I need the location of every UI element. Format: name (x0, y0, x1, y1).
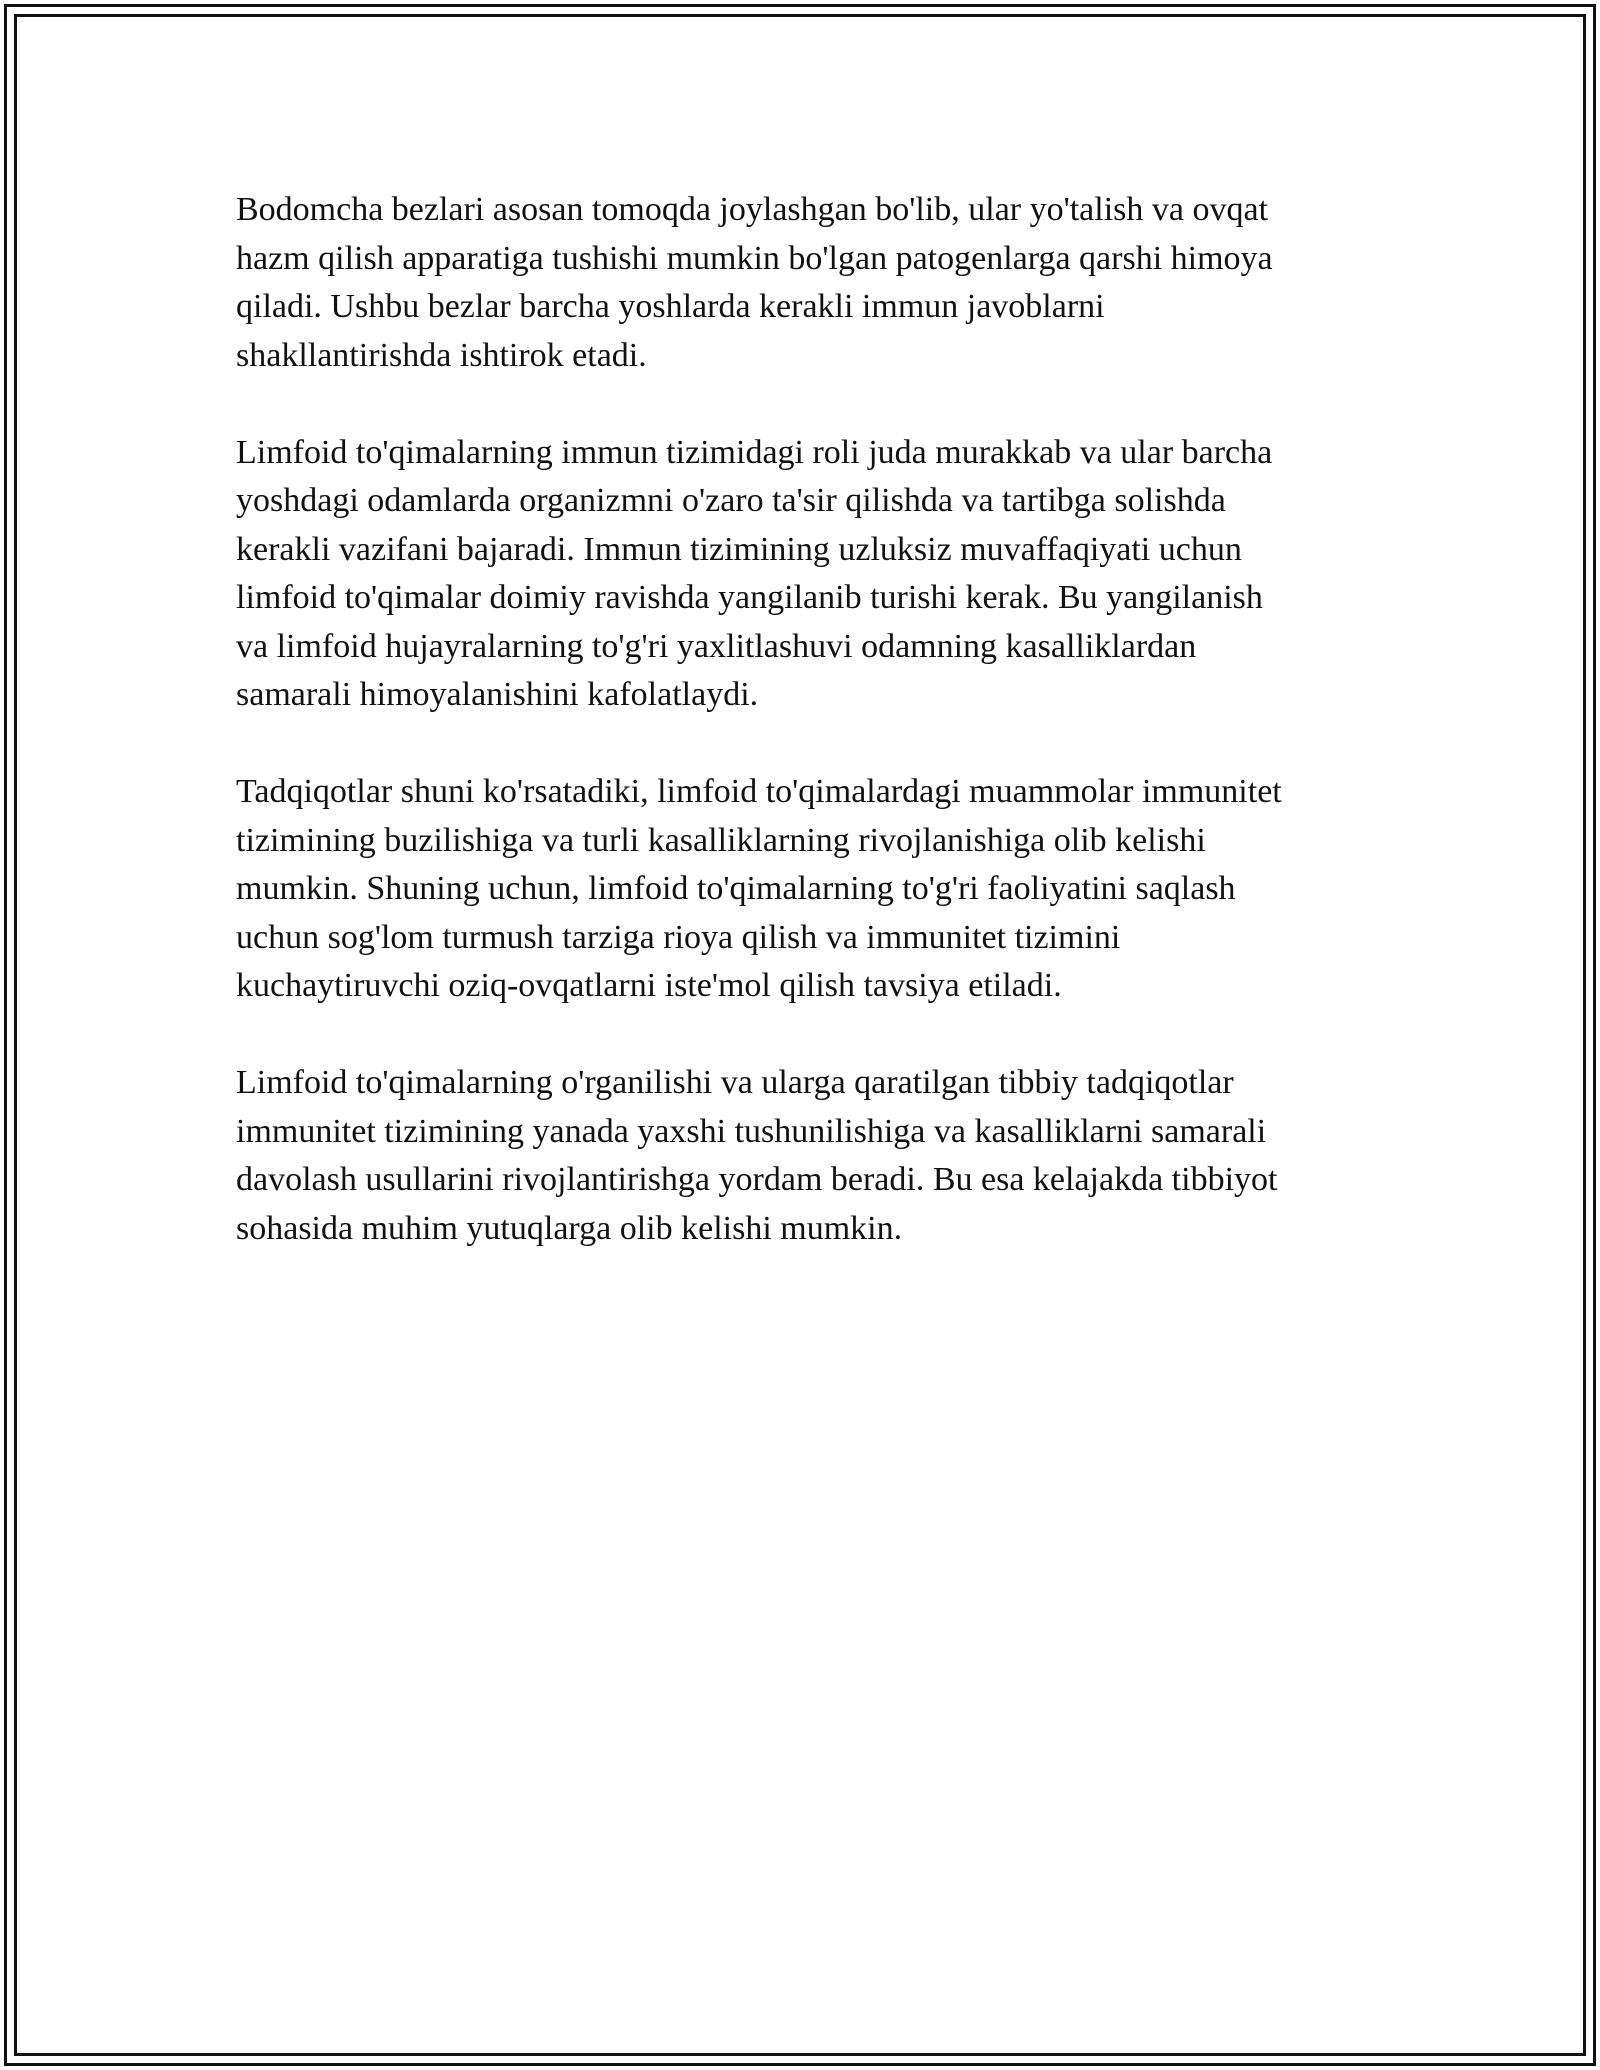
paragraph-1: Bodomcha bezlari asosan tomoqda joylashgan bo'lib, ular yo'talish va ovqat hazm qilish apparatiga tushishi mumkin bo'lgan patogenlarga qarshi himoya qiladi. Ushbu bezlar barcha yoshlarda kerakli immun javoblarni shakllantirishda ishtirok etadi. (236, 191, 1273, 374)
paragraph-3: Tadqiqotlar shuni ko'rsatadiki, limfoid to'qimalardagi muammolar immunitet tizimining buzilishiga va turli kasalliklarning rivojlanishiga olib kelishi mumkin. Shuning uchun, limfoid to'qimalarning to'g'ri faoliyatini saqlash uchun sog'lom turmush tarziga rioya qilish va immunitet tizimini kuchaytiruvchi oziq-ovqatlarni iste'mol qilish tavsiya etiladi. (236, 773, 1282, 1004)
document-body (236, 186, 1388, 1302)
paragraph-2: Limfoid to'qimalarning immun tizimidagi roli juda murakkab va ular barcha yoshdagi odamlarda organizmni o'zaro ta'sir qilishda va tartibga solishda kerakli vazifani bajaradi. Immun tizimining uzluksiz muvaffaqiyati uchun limfoid to'qimalar doimiy ravishda yangilanib turishi kerak. Bu yangilanish va limfoid hujayralarning to'g'ri yaxlitlashuvi odamning kasalliklardan samarali himoyalanishini kafolatlaydi. (236, 433, 1273, 713)
paragraph-4: Limfoid to'qimalarning o'rganilishi va ularga qaratilgan tibbiy tadqiqotlar immunitet tizimining yanada yaxshi tushunilishiga va kasalliklarni samarali davolash usullarini rivojlantirishga yordam beradi. Bu esa kelajakda tibbiyot sohasida muhim yutuqlarga olib kelishi mumkin. (236, 1064, 1278, 1247)
